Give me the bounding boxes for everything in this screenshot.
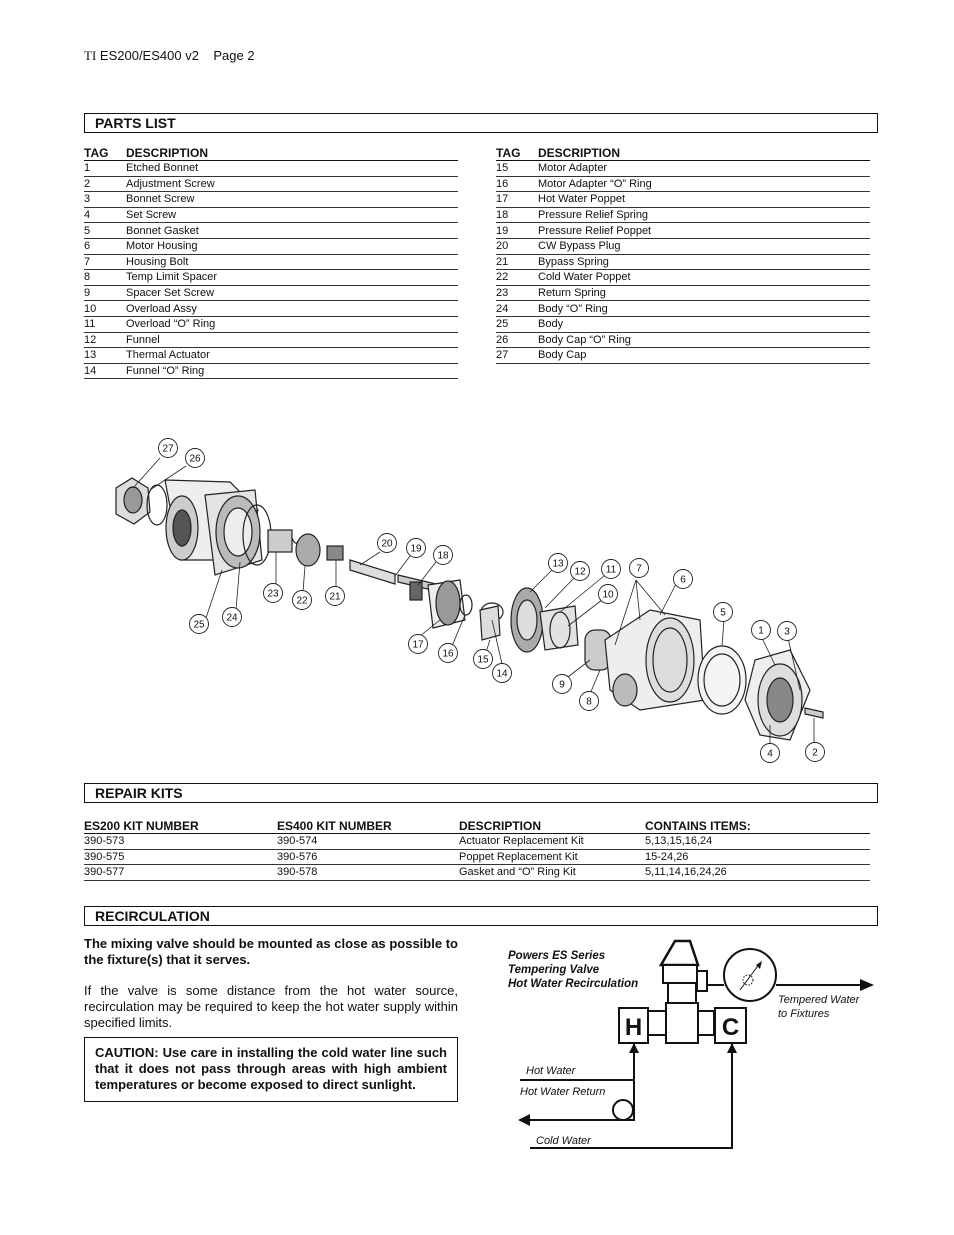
- callout-number: 15: [477, 654, 489, 666]
- part-tag: 8: [84, 270, 126, 286]
- description-header: DESCRIPTION: [126, 146, 458, 161]
- callout-number: 8: [586, 696, 592, 708]
- es400-kit-number: 390-576: [277, 849, 459, 865]
- callout-number: 5: [720, 607, 726, 619]
- part-description: Hot Water Poppet: [538, 192, 870, 208]
- kit-contains-items: 5,11,14,16,24,26: [645, 865, 870, 881]
- part-description: Motor Housing: [126, 238, 458, 254]
- es200-kit-number: 390-573: [84, 834, 277, 850]
- part-tag: 24: [496, 301, 538, 317]
- part-tag: 14: [84, 363, 126, 379]
- part-description: CW Bypass Plug: [538, 238, 870, 254]
- kit-row: [84, 849, 870, 865]
- recirculation-body: If the valve is some distance from the hot water source, recirculation may be required to keep the hot water supply within specified limits.: [84, 983, 458, 1030]
- caution-box: CAUTION: Use care in installing the cold water line such that it does not pass through areas with high ambient temperatures or become exposed to direct sunlight.: [84, 1037, 458, 1102]
- callout-number: 21: [329, 591, 341, 603]
- callout-number: 13: [552, 558, 564, 570]
- es200-kit-number: 390-577: [84, 865, 277, 881]
- part-description: Body Cap: [538, 348, 870, 364]
- part-tag: 21: [496, 254, 538, 270]
- part-description: Set Screw: [126, 207, 458, 223]
- part-description: Motor Adapter: [538, 161, 870, 177]
- callout-number: 18: [437, 550, 449, 562]
- part-tag: 20: [496, 238, 538, 254]
- callout-number: 14: [496, 668, 508, 680]
- callout-number: 2: [812, 747, 818, 759]
- part-tag: 17: [496, 192, 538, 208]
- es400-kit-number: 390-574: [277, 834, 459, 850]
- part-description: Pressure Relief Spring: [538, 207, 870, 223]
- part-tag: 1: [84, 161, 126, 177]
- part-tag: 23: [496, 285, 538, 301]
- part-description: Cold Water Poppet: [538, 270, 870, 286]
- contains-items-header: CONTAINS ITEMS:: [645, 818, 870, 834]
- callout-number: 7: [636, 563, 642, 575]
- part-tag: 22: [496, 270, 538, 286]
- callout-number: 24: [226, 612, 238, 624]
- description-header: DESCRIPTION: [538, 146, 870, 161]
- part-tag: 11: [84, 316, 126, 332]
- part-description: Bypass Spring: [538, 254, 870, 270]
- part-description: Etched Bonnet: [126, 161, 458, 177]
- callout-number: 1: [758, 625, 764, 637]
- part-description: Thermal Actuator: [126, 348, 458, 364]
- parts-list-heading: PARTS LIST: [84, 113, 878, 133]
- kit-description: Actuator Replacement Kit: [459, 834, 645, 850]
- part-tag: 7: [84, 254, 126, 270]
- part-description: Spacer Set Screw: [126, 285, 458, 301]
- part-tag: 27: [496, 348, 538, 364]
- part-description: Overload “O” Ring: [126, 316, 458, 332]
- part-description: Body Cap “O” Ring: [538, 332, 870, 348]
- callout-number: 22: [296, 595, 308, 607]
- es400-kit-number: 390-578: [277, 865, 459, 881]
- kit-row: [84, 865, 870, 881]
- repair-kits-heading: REPAIR KITS: [84, 783, 878, 803]
- table-header: [84, 818, 870, 834]
- recirculation-heading: RECIRCULATION: [84, 906, 878, 926]
- es400-header: ES400 KIT NUMBER: [277, 818, 459, 834]
- part-tag: 19: [496, 223, 538, 239]
- callout-number: 12: [574, 566, 586, 578]
- part-tag: 5: [84, 223, 126, 239]
- part-description: Body “O” Ring: [538, 301, 870, 317]
- callout-number: 6: [680, 574, 686, 586]
- callout-number: 17: [412, 639, 424, 651]
- es200-header: ES200 KIT NUMBER: [84, 818, 277, 834]
- tag-header: TAG: [84, 146, 126, 161]
- part-tag: 2: [84, 176, 126, 192]
- cold-water-label: Cold Water: [536, 1135, 591, 1147]
- part-tag: 6: [84, 238, 126, 254]
- callout-number: 20: [381, 538, 393, 550]
- part-description: Funnel: [126, 332, 458, 348]
- part-tag: 15: [496, 161, 538, 177]
- part-tag: 12: [84, 332, 126, 348]
- part-tag: 4: [84, 207, 126, 223]
- diagram-title-3: Hot Water Recirculation: [508, 978, 639, 990]
- tempered-water-label-1: Tempered Water: [778, 994, 860, 1006]
- callout-number: 10: [602, 589, 614, 601]
- kit-contains-items: 5,13,15,16,24: [645, 834, 870, 850]
- callout-number: 26: [189, 453, 201, 465]
- cold-inlet-label: C: [721, 1014, 740, 1041]
- es200-kit-number: 390-575: [84, 849, 277, 865]
- kit-contains-items: 15-24,26: [645, 849, 870, 865]
- kit-description: Gasket and “O” Ring Kit: [459, 865, 645, 881]
- document-id: ES200/ES400 v2: [99, 48, 199, 63]
- part-tag: 25: [496, 316, 538, 332]
- part-tag: 10: [84, 301, 126, 317]
- callout-number: 23: [267, 588, 279, 600]
- hot-water-label: Hot Water: [526, 1065, 576, 1077]
- hot-water-return-label: Hot Water Return: [520, 1086, 606, 1098]
- part-description: Adjustment Screw: [126, 176, 458, 192]
- part-description: Overload Assy: [126, 301, 458, 317]
- callout-number: 4: [767, 748, 773, 760]
- part-description: Body: [538, 316, 870, 332]
- callout-number: 3: [784, 626, 790, 638]
- part-tag: 13: [84, 348, 126, 364]
- tag-header: TAG: [496, 146, 538, 161]
- recirculation-intro: The mixing valve should be mounted as close as possible to the fixture(s) that it serves.: [84, 936, 458, 967]
- part-tag: 9: [84, 285, 126, 301]
- kit-row: [84, 834, 870, 850]
- part-description: Motor Adapter “O” Ring: [538, 176, 870, 192]
- diagram-title-2: Tempering Valve: [508, 964, 600, 976]
- repair-kits-table: [84, 818, 870, 881]
- kit-description-header: DESCRIPTION: [459, 818, 645, 834]
- diagram-title-1: Powers ES Series: [508, 950, 606, 962]
- part-description: Pressure Relief Poppet: [538, 223, 870, 239]
- part-tag: 16: [496, 176, 538, 192]
- kit-description: Poppet Replacement Kit: [459, 849, 645, 865]
- recirculation-diagram: [500, 935, 880, 1160]
- ti-mark: TI: [84, 48, 97, 63]
- hot-inlet-label: H: [624, 1014, 643, 1041]
- part-tag: 18: [496, 207, 538, 223]
- callout-number: 11: [605, 564, 617, 576]
- part-description: Temp Limit Spacer: [126, 270, 458, 286]
- part-description: Bonnet Screw: [126, 192, 458, 208]
- callout-number: 16: [442, 648, 454, 660]
- part-description: Funnel “O” Ring: [126, 363, 458, 379]
- callout-number: 27: [162, 443, 174, 455]
- part-tag: 26: [496, 332, 538, 348]
- part-description: Return Spring: [538, 285, 870, 301]
- part-description: Bonnet Gasket: [126, 223, 458, 239]
- tempered-water-label-2: to Fixtures: [778, 1008, 830, 1020]
- part-tag: 3: [84, 192, 126, 208]
- callout-number: 19: [410, 543, 422, 555]
- part-description: Housing Bolt: [126, 254, 458, 270]
- callout-number: 25: [193, 619, 205, 631]
- page-number: Page 2: [213, 48, 255, 63]
- callout-number: 9: [559, 679, 565, 691]
